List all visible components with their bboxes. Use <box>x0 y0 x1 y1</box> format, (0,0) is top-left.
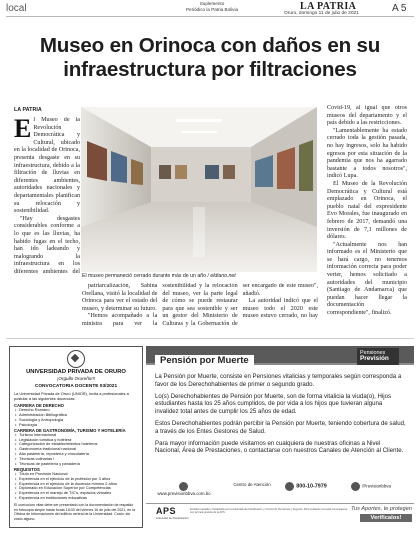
aps-subtitle: Autoridad de Fiscalización <box>156 516 189 520</box>
slogan-badge: Verificalos! <box>360 514 412 522</box>
section-divider <box>6 338 414 339</box>
globe-icon <box>179 482 188 491</box>
contact-strip <box>155 482 407 500</box>
logo-line: Pensiones <box>360 350 386 356</box>
article-byline: LA PATRIA <box>14 107 42 113</box>
contact-phone-text: 800-10-7979 <box>296 483 327 490</box>
university-motto: ¡Orgullo Orureño!!! <box>56 376 96 381</box>
list-item: • Categorización de establecimientos hoteleros <box>14 442 138 447</box>
photo-credit: / eldiario.net <box>207 273 236 279</box>
ad-body <box>155 373 407 459</box>
header-institution-line: Suplemento <box>199 1 225 6</box>
article-paragraph: Covid-19, al igual que otros museos del departamento y el país debido a las restricciones. <box>327 105 407 127</box>
ad-paragraph: Para mayor información puede visitarnos en cualquiera de nuestras oficinas a Nivel Nacional, Área de Prestaciones, o contactarse con nuestros Canales de Atención al Cliente. <box>155 439 404 455</box>
prevision-logo <box>357 348 399 365</box>
museum-gallery-image <box>81 107 317 272</box>
list-item: • Experiencia en el ejercicio de la docencia mínimo 2 años <box>14 482 138 487</box>
article-paragraph: "Hay desgastes considerables conforme a lo que es las lluvias, ha habido fugas en el techo, han ido ladeando y malogrando la infraestructura en los diferentes ambientes del <box>14 215 80 273</box>
newspaper-name: LA PATRIA <box>300 1 357 12</box>
ad-section-title: REQUISITOS <box>14 466 40 472</box>
ad-section-title: CARRERA DE GASTRONOMÍA, TURISMO Y HOTELERÍA <box>14 427 126 433</box>
list-item: • Psicología <box>14 423 138 428</box>
contact-social[interactable] <box>337 482 405 491</box>
contact-center <box>229 482 275 487</box>
list-item: • Legislación turística y hotelera <box>14 438 138 443</box>
list-item: • Gastronomía tradicional nacional <box>14 447 138 452</box>
article-paragraph: La autoridad indicó que el museo todo el 2020 este museo estuvo cerrado, no hay <box>242 298 318 320</box>
list-item: • Administración Bibliográfica <box>14 413 138 418</box>
contact-social-text: /Previsionbbva <box>362 483 391 489</box>
list-item: • Experiencia en el ejercicio de la profesión por 3 años <box>14 477 138 482</box>
page-number: A 5 <box>392 3 407 14</box>
ad-paragraph: Lo(s) Derechohabientes de Pensión por Muerte, son de forma vitalicia la viuda(o), Hijos estudiantes hasta los 25 años cumplidos, de por vida a los hijos que tuvieran alguna invalidez total antes de cumplir los 25 años de edad. <box>155 392 392 416</box>
list-item: • Turismo Internacional <box>14 433 138 438</box>
article-column-middle <box>82 283 318 335</box>
article-column-right <box>327 105 407 333</box>
university-ad <box>9 346 143 528</box>
contact-center-text: Centro de Atención <box>233 482 271 487</box>
ad-footer-text: El currículum vitae debe ser presentado con la documentación de respaldo en fotocopia simple hasta horas 18:00 del viernes 16 de julio del 2021, en la Oficina de Informaciones del edificio central de la Universidad. Costo: sin costo alguno. <box>14 502 136 521</box>
article-paragraph: patriarcalización, Sabina Orellana, visitó la localidad de Orinoca para ver el estado del museo, y determinar su futuro. <box>82 283 158 312</box>
header-institution-line: Periódico la Patria Bolivia <box>185 6 239 12</box>
issue-date: Oruro, domingo 11 de julio de 2021 <box>284 11 359 16</box>
university-name: UNIVERSIDAD PRIVADA DE ORURO <box>26 369 126 375</box>
ad-paragraph: La Pensión por Muerte, consiste en Pensiones vitalicias y temporales según corresponda a favor de los Derechohabientes de primer o segundo grado. <box>155 373 402 388</box>
article-paragraph: "Hemos acompañado a la ministra para ver la sostenibilidad y la relocación del museo, ver la parte legal de cómo se puede restaurar para que sea sostenible y ser un gestor del Ministerio de Culturas y la Gobernación de ser encargado de este museo", añadió. <box>82 283 318 327</box>
article-paragraph: "Actualmente nos han informado es el Ministerio que se hará cargo, no tenemos información correcta para poder verter, hemos solicitado a autoridades del municipio (Santiago de Andamarca) que puedan hacer llegar la documentación correspondiente", finalizó. <box>327 241 407 317</box>
convocatoria-intro: La Universidad Privada de Oruro (UNIOR), invita a profesionales a postular a las siguientes docencias: <box>14 391 129 401</box>
photo-caption-text: El museo permaneció cerrado durante más de un año <box>82 273 206 279</box>
ad-divider <box>146 503 414 504</box>
phone-icon <box>285 482 294 491</box>
pension-ad <box>146 346 414 528</box>
section-label: local <box>6 3 27 14</box>
contact-web[interactable] <box>155 482 213 496</box>
article-paragraph: l Museo de la Revolución Democrática y Cultural, ubicado en la localidad de Orinoca, presenta desgaste en su infraestructura, debido a la filtración de lluvias en diferentes ambientes, autoridades nacionales y departamentales planifican su relocación y sostenibilidad. <box>14 117 80 215</box>
university-logo-icon <box>67 350 85 368</box>
slogan-text: Tus Aportes, te protegen <box>351 506 412 512</box>
list-item: • Alta pastelería, repostería y chocolatería <box>14 452 138 457</box>
aps-logo: APS <box>156 506 177 516</box>
list-item: • Diplomado en Educación Superior por Competencias <box>14 486 138 491</box>
legal-text: Entidad regulada y fiscalizada por la Autoridad de Fiscalización y Control de Pensiones y Seguros. Para cualquier consulta comuníquese con la línea gratuita de la APS. <box>190 508 348 515</box>
header-divider <box>6 16 414 17</box>
ad-paragraph: Estos Derechohabientes podrán percibir la Pensión por Muerte, teniendo cobertura de salud, a través de los Entes Gestores de Salud. <box>155 419 406 435</box>
photo-caption <box>82 273 318 279</box>
article-paragraph: "Lamentablemente ha estado cerrado toda la gestión pasada, no hay ingresos, solo ha habido egresos por esta situación de la pandemia que nos ha agarrado bastante a todos nosotros", indicó Lupa. <box>327 127 407 180</box>
list-item: • Derecho Romano <box>14 408 138 413</box>
convocatoria-title: CONVOCATORIA DOCENTE 03/2021 <box>34 384 118 389</box>
social-icon <box>351 482 360 491</box>
article-paragraph: El Museo de la Revolución Democrática y Cultural está emplazado en Orinoca, el pueblo natal del expresidente Evo Morales, fue inaugurado en febrero de 2017, demandó una inversión de 7,1 millones de dólares. <box>327 180 407 241</box>
article-column-left <box>14 117 80 273</box>
list-item: • Técnicas culinarias I <box>14 457 138 462</box>
list-item: • Título en Provisión Nacional <box>14 472 138 477</box>
list-item: • Experiencia en el manejo de TIC's, espacios virtuales <box>14 491 138 496</box>
museum-photo <box>81 107 317 272</box>
ad-title: Pensión por Muerte <box>155 355 254 366</box>
dropcap-letter: E <box>14 117 32 143</box>
header-institution <box>157 1 267 12</box>
ad-section-title: CARRERA DE DERECHO <box>14 403 64 408</box>
list-item: • Experiencia en instituciones educativas <box>14 496 138 501</box>
list-item: • Sociología y Antropología <box>14 418 138 423</box>
contact-phone[interactable] <box>281 482 331 491</box>
logo-line: Previsión <box>360 355 389 362</box>
list-item: • Técnicas de pastelería y panadería <box>14 462 138 467</box>
article-headline: Museo en Orinoca con daños en su infraestructura por filtraciones <box>39 34 381 81</box>
contact-web-text: www.previsionbbva.com.bo <box>157 491 211 496</box>
